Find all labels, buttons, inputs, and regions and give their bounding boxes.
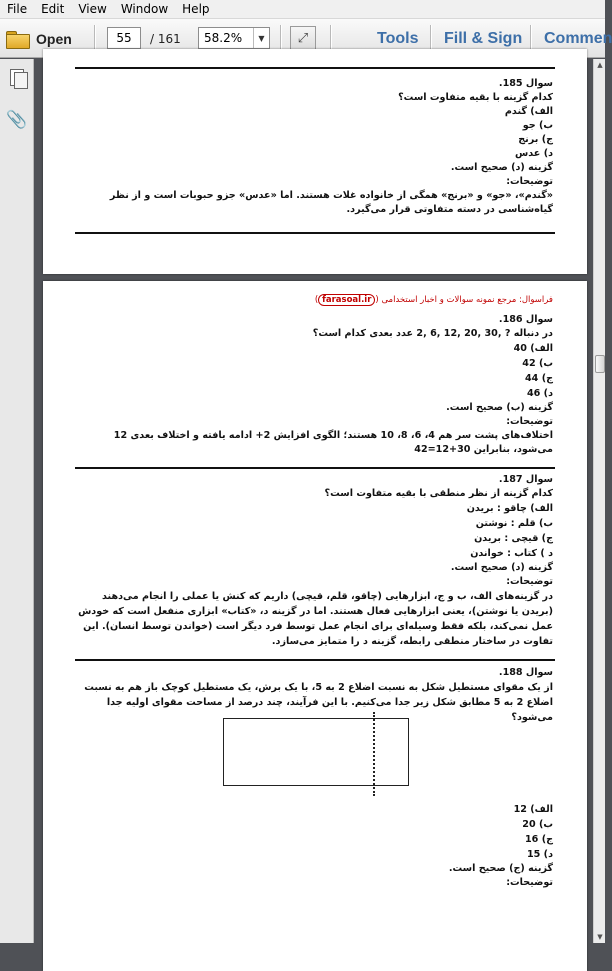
option-d: د) 15 [526,849,553,860]
left-navigation-panel [0,59,34,943]
scroll-down-icon[interactable]: ▼ [597,933,603,941]
menu-edit[interactable]: Edit [41,1,65,16]
option-b: ب) قلم : نوشتن [475,518,553,529]
option-a: الف) چاقو : بریدن [466,503,553,514]
divider [75,467,555,469]
toolbar-separator [94,25,95,52]
cardboard-rectangle-figure [223,718,409,786]
explanation-text: اختلاف‌های پشت سر هم 4، 6، 8، 10 هستند؛ الگوی افزایش 2+ ادامه یافته و اختلاف بعدی 12 می‌شود، بنابراین 30+12=42 [113,430,553,455]
site-header-text: فراسوال: مرجع نمونه سوالات و اخبار استخدامی ( [375,295,553,305]
option-b: ب) 20 [522,819,553,830]
explanation-label: توضیحات: [506,877,553,888]
pdf-page [43,49,587,274]
option-a: الف) 40 [513,343,553,354]
explanation-label: توضیحات: [506,416,553,427]
open-label: Open [36,30,72,47]
page-total: / 161 [150,31,181,46]
option-b: ب) جو [522,120,553,131]
folder-icon [6,31,28,47]
comment-button[interactable]: Commen [544,29,612,47]
option-c: ج) قیچی : بریدن [474,533,553,544]
question-text: کدام گزینه با بقیه متفاوت است؟ [398,92,553,103]
tools-button[interactable]: Tools [377,29,419,47]
zoom-select[interactable] [198,27,270,49]
zoom-value: 58.2% [204,31,243,45]
answer: گزینه (د) صحیح است. [450,162,553,173]
menu-view[interactable]: View [78,1,107,16]
divider [75,232,555,234]
document-viewport[interactable] [35,59,593,943]
divider [75,67,555,69]
fill-sign-button[interactable]: Fill & Sign [444,29,523,47]
toolbar-separator [430,25,431,52]
vertical-scrollbar[interactable] [593,59,605,943]
question-number: سوال 186. [498,314,553,325]
paperclip-icon[interactable]: 📎 [6,110,28,130]
option-c: ج) برنج [518,134,553,145]
option-d: د) عدس [515,148,553,159]
cut-line [373,712,375,796]
question-number: سوال 187. [498,474,553,485]
divider [75,659,555,661]
explanation-label: توضیحات: [506,576,553,587]
question-number: سوال 188. [498,667,553,678]
question-number: سوال 185. [498,78,553,89]
site-header-close: ) [314,295,319,305]
question-text: در دنباله ? ,30 ,20 ,12 ,6 ,2 عدد بعدی کدام است؟ [312,328,553,339]
explanation-text: «گندم»، «جو» و «برنج» همگی از خانواده غلات هستند. اما «عدس» جزو حبوبات است و از نظر گیاه‌شناسی در دسته متفاوتی قرار می‌گیرد. [109,190,553,215]
expand-arrows-icon: ⤢ [297,30,309,46]
fit-page-button[interactable] [290,26,316,50]
question-text: از یک مقوای مستطیل شکل به نسبت اضلاع 2 به 5، با یک برش، یک مستطیل کوچک باز هم به نسبت اضلاع 2 به 5 مطابق شکل زیر جدا می‌کنیم. با این فرآیند، چند درصد از مساحت مقوای اولیه جدا می‌شود؟ [84,682,553,723]
option-d: د ) کتاب : خواندن [470,548,553,559]
toolbar-separator [330,25,331,52]
option-d: د) 46 [526,388,553,399]
site-header [315,295,553,305]
menu-window[interactable]: Window [120,1,169,16]
toolbar-separator [530,25,531,52]
option-a: الف) 12 [513,804,553,815]
page-number-input[interactable]: 55 [107,27,141,49]
explanation-label: توضیحات: [506,176,553,187]
option-a: الف) گندم [504,106,553,117]
menu-file[interactable]: File [7,1,28,16]
site-link[interactable]: farasoal.ir [318,294,375,306]
pdf-page [43,281,587,971]
menu-bar [0,0,605,19]
toolbar-separator [280,25,281,52]
scroll-up-icon[interactable]: ▲ [597,61,603,69]
page-thumbnails-icon[interactable] [7,67,27,89]
option-c: ج) 16 [525,834,553,845]
option-c: ج) 44 [525,373,553,384]
menu-help[interactable]: Help [182,1,210,16]
chevron-down-icon[interactable]: ▼ [253,28,269,48]
answer: گزینه (ب) صحیح است. [446,402,553,413]
option-b: ب) 42 [522,358,553,369]
answer: گزینه (د) صحیح است. [450,562,553,573]
explanation-text: در گزینه‌های الف، ب و ج، ابزارهایی (چاقو، قلم، قیچی) داریم که کنش یا عملی را انجام می‌دهند (بریدن یا نوشتن)، یعنی ابزارهایی فعال هستند. اما در گزینه د، «کتاب» ابزاری منفعل است که خودش عمل نمی‌کند، بلکه فقط وسیله‌ای برای انجام عمل توسط فرد دیگر است (خواندن توسط انسان). این تفاوت در ساختار منطقی رابطه، گزینه د را متمایز می‌سازد. [78,591,553,647]
answer: گزینه (ج) صحیح است. [448,863,553,874]
question-text: کدام گزینه از نظر منطقی با بقیه متفاوت است؟ [324,488,553,499]
scroll-thumb[interactable] [595,355,605,373]
